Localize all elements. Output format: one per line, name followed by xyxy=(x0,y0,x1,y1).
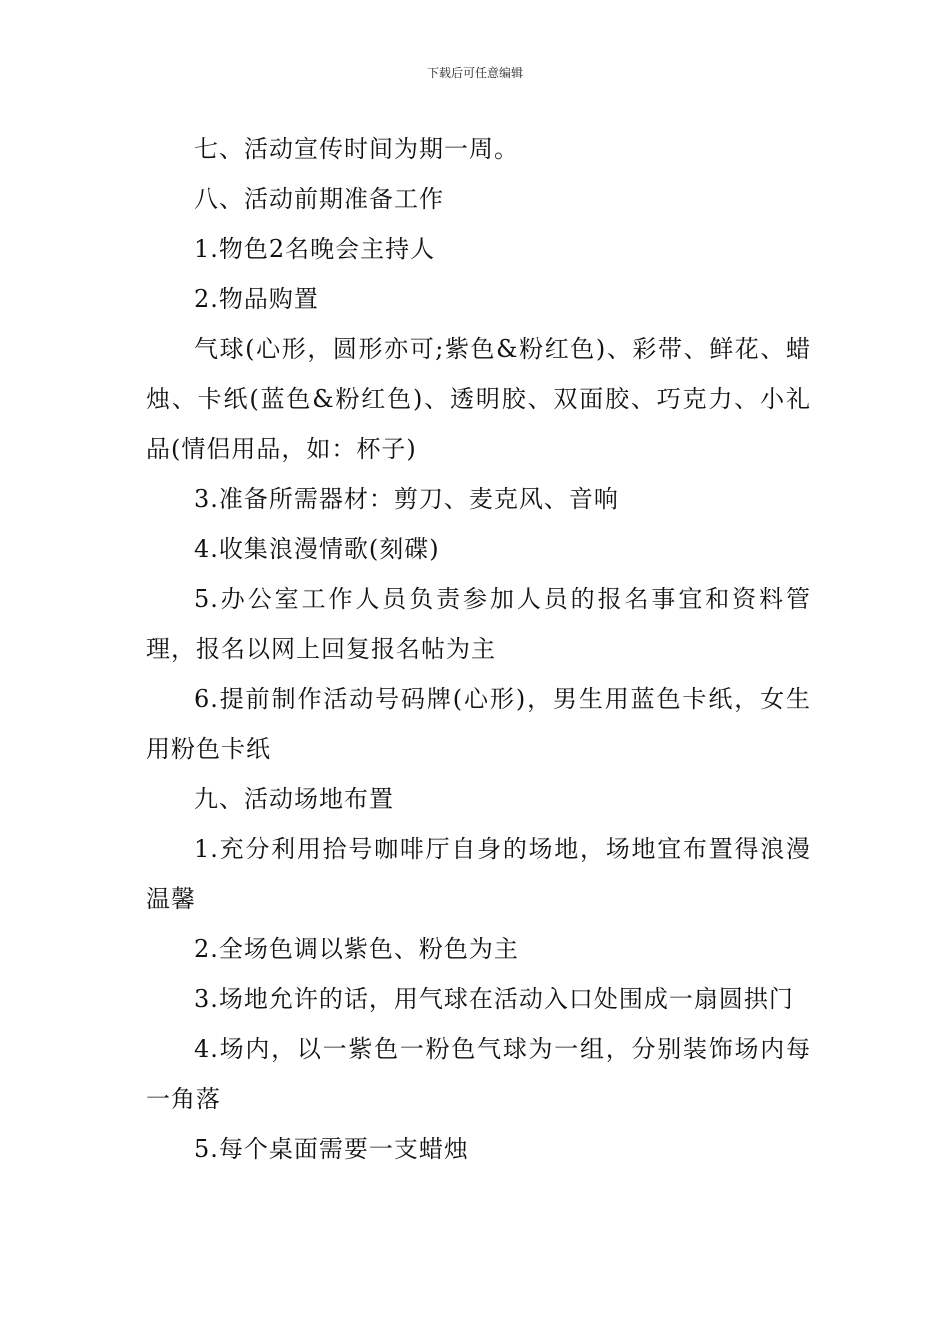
paragraph-item-purchase: 2.物品购置 xyxy=(194,285,319,313)
paragraph-item-number-cards: 6.提前制作活动号码牌(心形)，男生用蓝色卡纸，女生用粉色卡纸 xyxy=(146,685,811,763)
paragraph-venue-candles: 5.每个桌面需要一支蜡烛 xyxy=(194,1135,469,1163)
paragraph-venue-balloons: 4.场内，以一紫色一粉色气球为一组，分别装饰场内每一角落 xyxy=(146,1035,811,1113)
document-body xyxy=(146,124,811,1174)
paragraph-item-equipment: 3.准备所需器材：剪刀、麦克风、音响 xyxy=(194,485,619,513)
paragraph-purchase-list: 气球(心形，圆形亦可;紫色&粉红色)、彩带、鲜花、蜡烛、卡纸(蓝色&粉红色)、透明胶、双面胶、巧克力、小礼品(情侣用品，如：杯子) xyxy=(146,335,811,463)
paragraph-venue-arch: 3.场地允许的话，用气球在活动入口处围成一扇圆拱门 xyxy=(194,985,794,1013)
paragraph-section-7: 七、活动宣传时间为期一周。 xyxy=(194,135,519,163)
paragraph-item-host: 1.物色2名晚会主持人 xyxy=(194,235,436,263)
paragraph-section-9-heading: 九、活动场地布置 xyxy=(194,785,394,813)
paragraph-venue-use: 1.充分利用拾号咖啡厅自身的场地，场地宜布置得浪漫温馨 xyxy=(146,835,811,913)
paragraph-venue-colors: 2.全场色调以紫色、粉色为主 xyxy=(194,935,519,963)
page-header: 下载后可任意编辑 xyxy=(426,66,523,80)
paragraph-item-registration: 5.办公室工作人员负责参加人员的报名事宜和资料管理，报名以网上回复报名帖为主 xyxy=(146,585,811,663)
paragraph-item-music: 4.收集浪漫情歌(刻碟) xyxy=(194,535,440,563)
paragraph-section-8-heading: 八、活动前期准备工作 xyxy=(194,185,444,213)
